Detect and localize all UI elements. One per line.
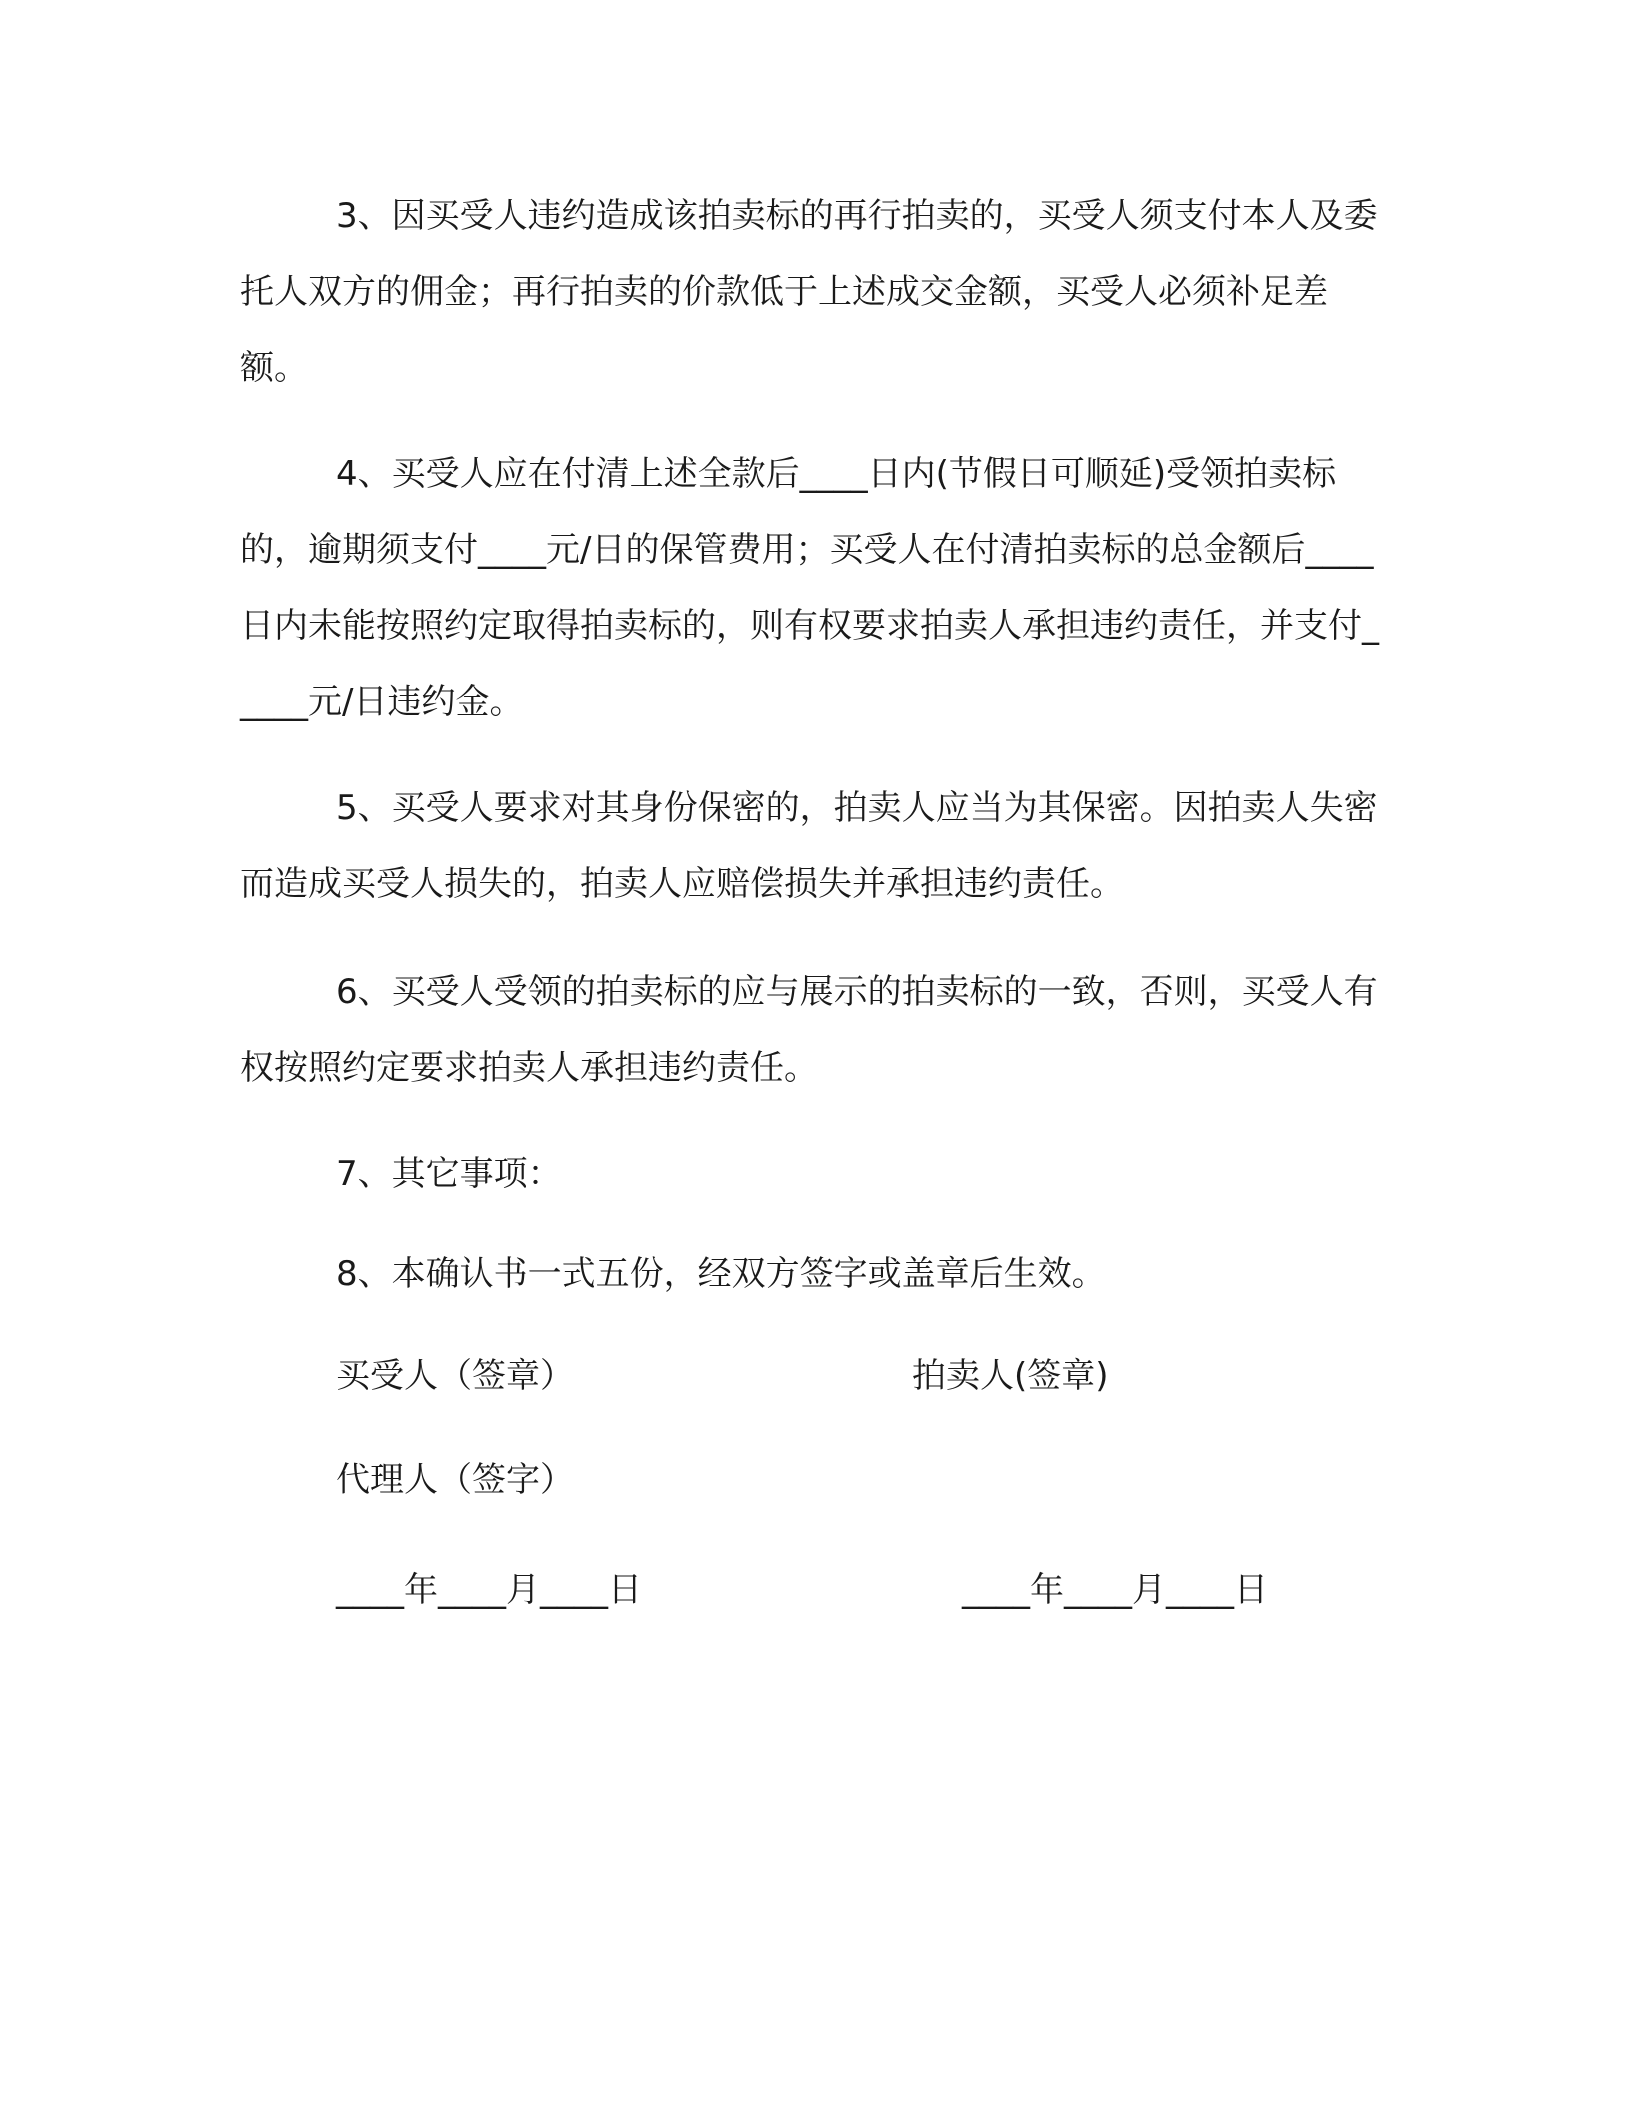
clause-7: 7、其它事项： bbox=[336, 1154, 562, 1194]
auctioneer-signature-label: 拍卖人(签章) bbox=[912, 1356, 1109, 1396]
clause-6: 6、买受人受领的拍卖标的应与展示的拍卖标的一致，否则，买受人有权按照约定要求拍卖人承担违约责任。 bbox=[240, 972, 1378, 1088]
date-line-left: ____年____月____日 bbox=[336, 1570, 642, 1610]
clause-8: 8、本确认书一式五份，经双方签字或盖章后生效。 bbox=[336, 1254, 1106, 1294]
clause-3: 3、因买受人违约造成该拍卖标的再行拍卖的，买受人须支付本人及委托人双方的佣金；再行拍卖的价款低于上述成交金额，买受人必须补足差额。 bbox=[240, 196, 1378, 388]
buyer-signature-label: 买受人（签章） bbox=[336, 1356, 574, 1396]
clause-5: 5、买受人要求对其身份保密的，拍卖人应当为其保密。因拍卖人失密而造成买受人损失的，拍卖人应赔偿损失并承担违约责任。 bbox=[240, 788, 1378, 904]
agent-signature-label: 代理人（签字） bbox=[336, 1460, 574, 1500]
clause-4: 4、买受人应在付清上述全款后____日内(节假日可顺延)受领拍卖标的，逾期须支付____元/日的保管费用；买受人在付清拍卖标的总金额后____日内未能按照约定取得拍卖标的，则有权要求拍卖人承担违约责任，并支付_____元/日违约金。 bbox=[240, 454, 1379, 722]
date-line-right: ____年____月____日 bbox=[962, 1570, 1268, 1610]
